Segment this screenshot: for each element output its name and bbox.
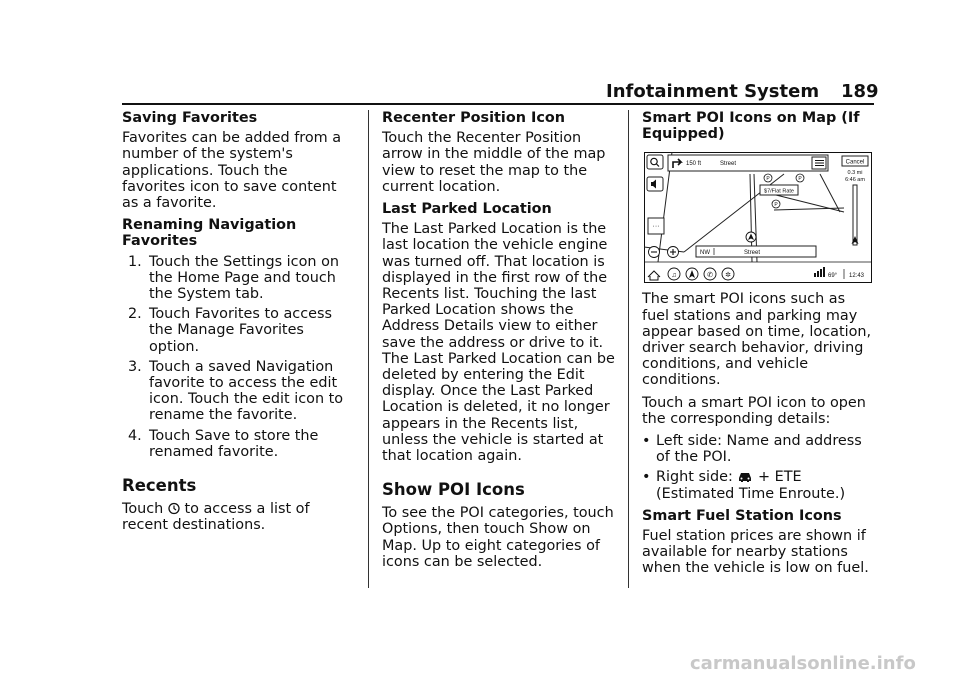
header-rule bbox=[122, 103, 874, 105]
flat-rate-label: $7/Flat Rate bbox=[764, 188, 794, 195]
turn-distance: 150 ft bbox=[686, 161, 702, 168]
column-divider-2 bbox=[628, 110, 629, 588]
recents-body bbox=[122, 501, 354, 533]
outside-temperature: 69° bbox=[828, 273, 838, 280]
recents-text-post: to access a list of recent destinations. bbox=[122, 501, 310, 534]
renaming-favorites-heading: Renaming Navigation Favorites bbox=[122, 217, 297, 250]
step-text: Touch a saved Navigation favorite to access the edit icon. Touch the edit icon to rename the favorite. bbox=[149, 358, 344, 424]
heading-direction: NW bbox=[700, 250, 710, 257]
recents-text-pre: Touch bbox=[122, 501, 164, 518]
svg-text:✲: ✲ bbox=[725, 272, 731, 280]
smart-fuel-heading: Smart Fuel Station Icons bbox=[642, 507, 842, 524]
turn-street: Street bbox=[720, 161, 737, 168]
smart-fuel-body: Fuel station prices are shown if available for nearby stations when the vehicle is low on fuel. bbox=[642, 528, 869, 577]
touch-poi-body: Touch a smart POI icon to open the corresponding details: bbox=[642, 394, 866, 427]
step-number: 1. bbox=[128, 253, 142, 270]
options-icon: ··· bbox=[652, 223, 660, 231]
step-item bbox=[122, 428, 354, 460]
page-number: 189 bbox=[841, 81, 879, 102]
bullet-item bbox=[642, 433, 874, 465]
svg-text:P: P bbox=[774, 202, 778, 209]
bullet-text-post: + ETE (Estimated Time Enroute.) bbox=[656, 469, 846, 502]
step-text: Touch Save to store the renamed favorite. bbox=[149, 427, 319, 460]
bullet-dot: • bbox=[642, 469, 651, 486]
last-parked-heading: Last Parked Location bbox=[382, 201, 552, 218]
show-poi-body: To see the POI categories, touch Options, then touch Show on Map. Up to eight categories of icons can be selected. bbox=[382, 505, 614, 570]
screen-frame bbox=[645, 153, 872, 283]
column-1 bbox=[122, 110, 354, 539]
saving-favorites-heading: Saving Favorites bbox=[122, 110, 258, 126]
saving-favorites-body: Favorites can be added from a number of the system's applications. Touch the favorites icon to save content as a favorite. bbox=[122, 130, 342, 212]
step-text: Touch Favorites to access the Manage Favorites option. bbox=[149, 306, 332, 355]
column-2 bbox=[382, 110, 618, 576]
step-number: 4. bbox=[128, 427, 142, 444]
watermark: carmanualsonline.info bbox=[690, 653, 916, 674]
bullet-item bbox=[642, 469, 874, 501]
step-item bbox=[122, 306, 354, 355]
poi-detail-bullets bbox=[642, 433, 874, 502]
search-icon-box bbox=[647, 155, 663, 169]
column-divider-1 bbox=[368, 110, 369, 588]
svg-text:P: P bbox=[766, 176, 770, 183]
cancel-label: Cancel bbox=[845, 159, 865, 166]
bullet-dot: • bbox=[642, 433, 651, 450]
page-header-title: Infotainment System bbox=[606, 81, 820, 102]
svg-text:P: P bbox=[798, 176, 802, 183]
recents-clock-icon bbox=[168, 502, 180, 515]
recenter-body: Touch the Recenter Position arrow in the middle of the map view to reset the map to the current location. bbox=[382, 130, 606, 195]
svg-text:✆: ✆ bbox=[707, 272, 713, 280]
signal-strength-icon bbox=[814, 273, 816, 277]
navigation-screen-illustration bbox=[644, 152, 872, 283]
show-poi-heading: Show POI Icons bbox=[382, 480, 525, 500]
step-number: 3. bbox=[128, 358, 142, 375]
eta-distance: 0.3 mi bbox=[847, 170, 863, 177]
vehicle-icon bbox=[737, 471, 753, 483]
bullet-text-pre: Right side: bbox=[656, 469, 733, 486]
step-item bbox=[122, 359, 354, 424]
status-clock: 12:43 bbox=[849, 273, 865, 280]
renaming-steps bbox=[122, 254, 354, 460]
smart-poi-body: The smart POI icons such as fuel stations and parking may appear based on time, location, driver search behavior, driving conditions, and vehicle conditions. bbox=[642, 291, 872, 389]
smart-poi-heading: Smart POI Icons on Map (If Equipped) bbox=[642, 110, 860, 143]
last-parked-body: The Last Parked Location is the last location the vehicle engine was turned off. That location is displayed in the first row of the Recents list. Touching the last Parked Location shows the Address Details view to either save the address or drive to it. The Last Parked Location can be deleted by entering the Edit display. Once the Last Parked Location is deleted, it no longer appears in the Recents list, unless the vehicle is started at that location again. bbox=[382, 221, 615, 465]
step-number: 2. bbox=[128, 306, 142, 323]
column-3 bbox=[642, 110, 874, 583]
svg-text:♫: ♫ bbox=[671, 272, 677, 280]
current-street: Street bbox=[744, 250, 761, 257]
bullet-text: Left side: Name and address of the POI. bbox=[656, 433, 862, 466]
step-item bbox=[122, 254, 354, 303]
eta-time: 6:46 am bbox=[845, 177, 865, 184]
recents-heading: Recents bbox=[122, 476, 197, 496]
step-text: Touch the Settings icon on the Home Page and touch the System tab. bbox=[149, 253, 339, 303]
recenter-heading: Recenter Position Icon bbox=[382, 110, 566, 126]
